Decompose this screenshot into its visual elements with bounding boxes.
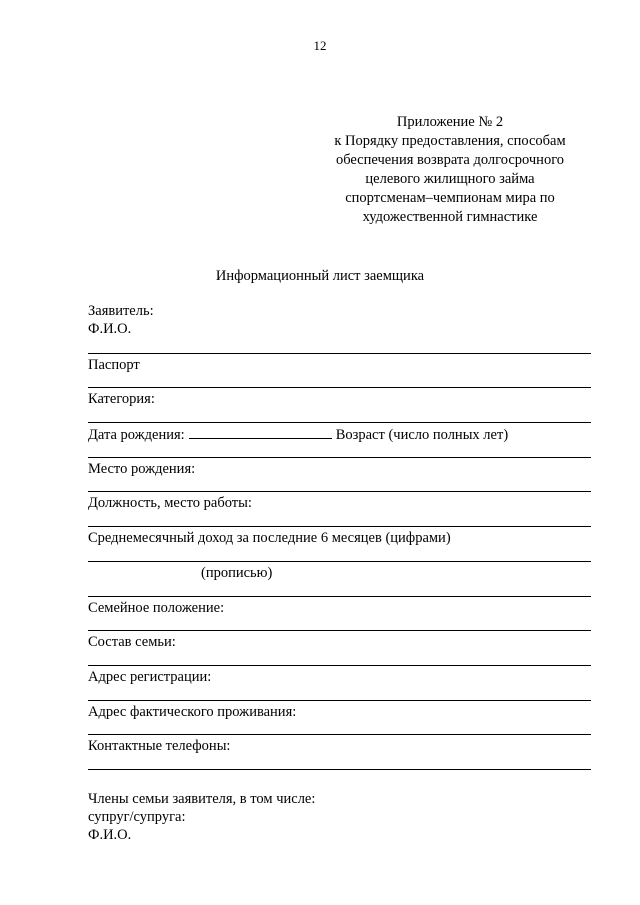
category-line[interactable]: [88, 422, 591, 423]
position-label: Должность, место работы:: [88, 495, 252, 511]
fio-line[interactable]: [88, 353, 591, 354]
appendix-line: спортсменам–чемпионам мира по: [345, 190, 555, 206]
birth-date-label: Дата рождения:: [88, 427, 185, 443]
actual-address-line[interactable]: [88, 734, 591, 735]
passport-label: Паспорт: [88, 357, 140, 373]
birth-date-row: [88, 426, 508, 444]
phones-line[interactable]: [88, 769, 591, 770]
family-members-label: Члены семьи заявителя, в том числе:: [88, 791, 316, 807]
fio-label: Ф.И.О.: [88, 321, 132, 337]
applicant-label: Заявитель:: [88, 303, 154, 319]
page-number: 12: [313, 38, 327, 53]
reg-address-label: Адрес регистрации:: [88, 669, 212, 685]
appendix-line: к Порядку предоставления, способам: [334, 133, 566, 149]
age-label: Возраст (число полных лет): [335, 427, 509, 443]
birth-date-blank[interactable]: [189, 426, 332, 439]
position-line[interactable]: [88, 526, 591, 527]
appendix-heading: [300, 113, 600, 227]
passport-line[interactable]: [88, 387, 591, 388]
phones-label: Контактные телефоны:: [88, 738, 231, 754]
spouse-fio-label: Ф.И.О.: [88, 827, 132, 843]
birth-place-label: Место рождения:: [88, 461, 196, 477]
spouse-label: супруг/супруга:: [88, 809, 186, 825]
birth-place-line[interactable]: [88, 491, 591, 492]
family-line[interactable]: [88, 665, 591, 666]
appendix-line: Приложение № 2: [396, 114, 504, 130]
income-label: Среднемесячный доход за последние 6 месяцев (цифрами): [88, 530, 451, 546]
appendix-line: целевого жилищного займа: [365, 171, 535, 187]
marital-status-line[interactable]: [88, 630, 591, 631]
appendix-line: обеспечения возврата долгосрочного: [335, 152, 565, 168]
family-label: Состав семьи:: [88, 634, 176, 650]
reg-address-line[interactable]: [88, 700, 591, 701]
income-digits-line[interactable]: [88, 561, 591, 562]
category-label: Категория:: [88, 391, 155, 407]
income-words-line[interactable]: [88, 596, 591, 597]
marital-status-label: Семейное положение:: [88, 600, 225, 616]
document-title: Информационный лист заемщика: [215, 268, 425, 284]
in-words-label: (прописью): [201, 565, 273, 581]
appendix-line: художественной гимнастике: [362, 209, 538, 225]
actual-address-label: Адрес фактического проживания:: [88, 704, 297, 720]
birth-date-line[interactable]: [88, 457, 591, 458]
